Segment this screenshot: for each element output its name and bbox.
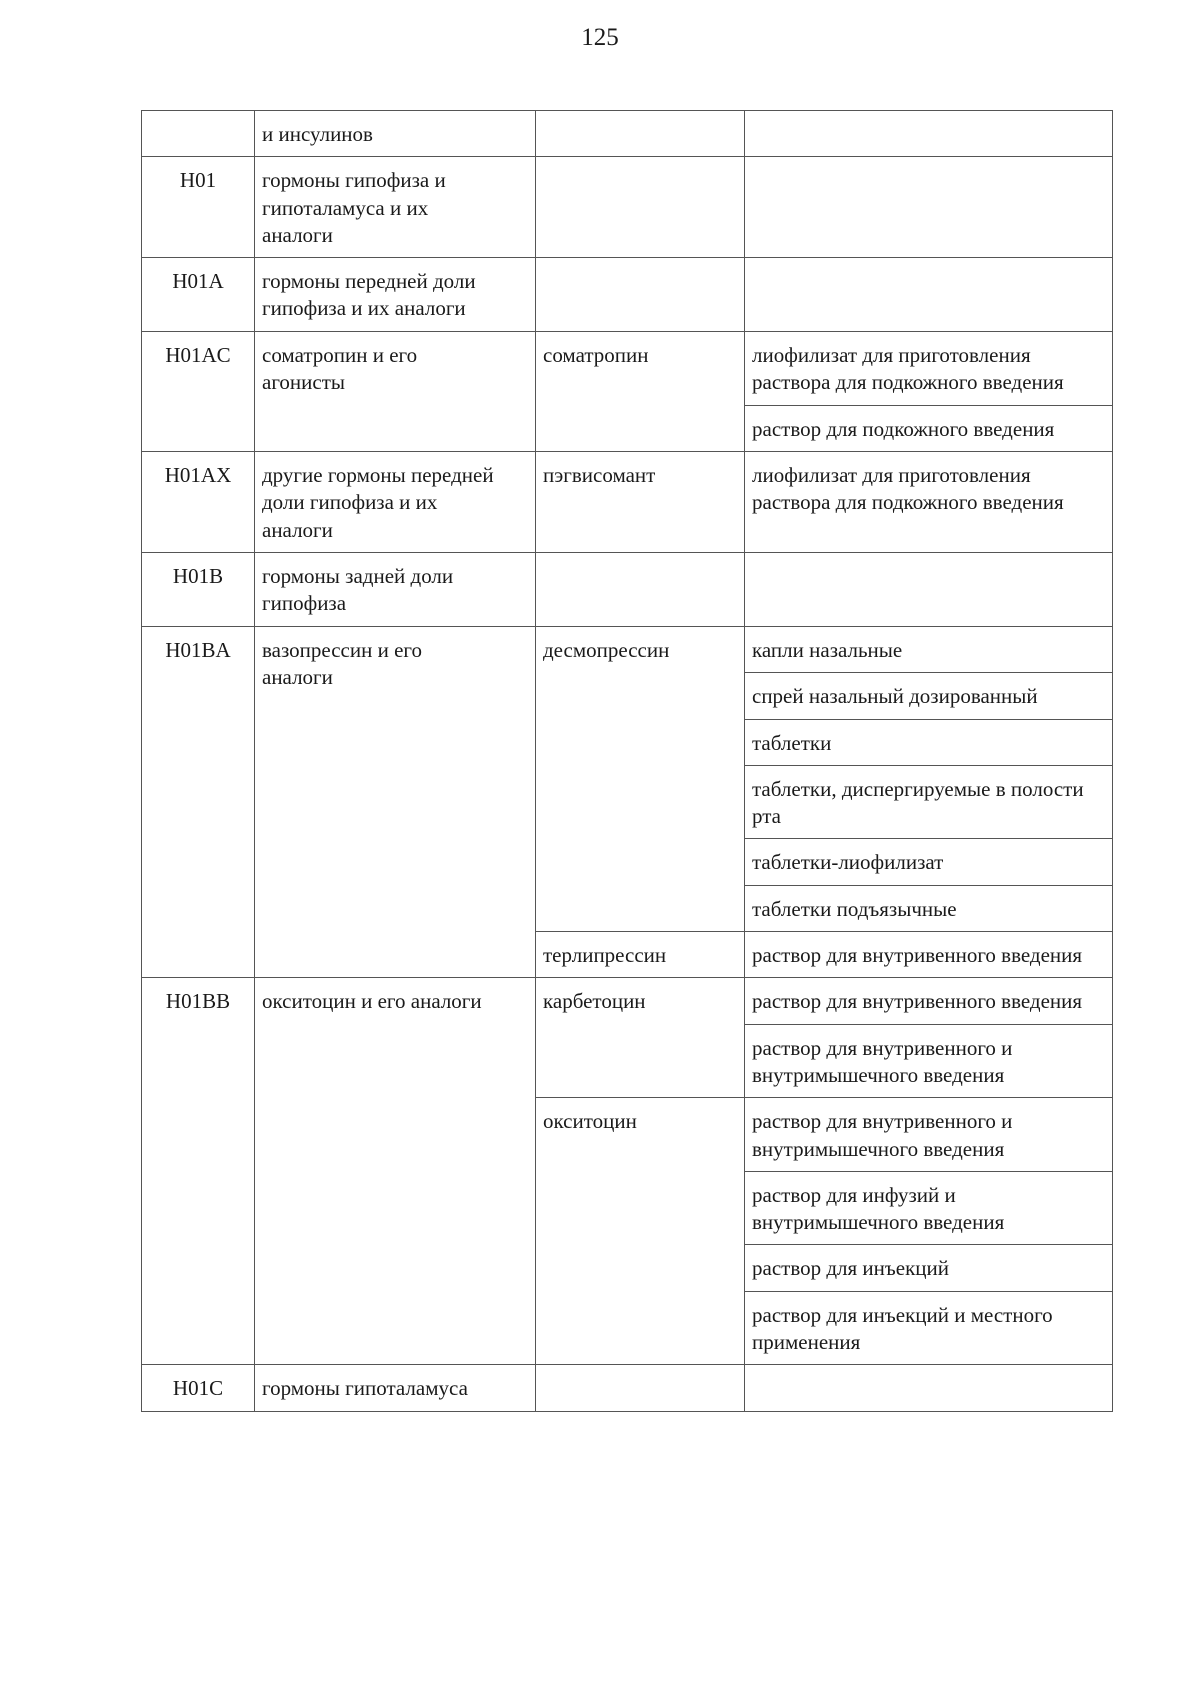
substance-name: пэгвисомант	[536, 452, 745, 553]
table-row	[142, 552, 1113, 626]
table-row	[142, 157, 1113, 258]
dosage-form: капли назальные	[745, 626, 1113, 672]
dosage-form: раствор для внутривенного введения	[745, 932, 1113, 978]
dosage-form: раствор для внутривенного и внутримышечного введения	[745, 1098, 1113, 1172]
dosage-form: раствор для внутривенного введения	[745, 978, 1113, 1024]
substance-name: окситоцин	[536, 1098, 745, 1365]
table-row	[142, 111, 1113, 157]
page-number: 125	[581, 24, 619, 51]
table-row	[142, 978, 1113, 1024]
table-row	[142, 452, 1113, 553]
substance-name	[536, 552, 745, 626]
group-name: и инсулинов	[255, 111, 536, 157]
table-row	[142, 1365, 1113, 1411]
group-name: гормоны передней доли гипофиза и их аналоги	[255, 258, 536, 332]
drug-table	[141, 110, 1113, 1412]
table-row	[142, 258, 1113, 332]
dosage-form	[745, 258, 1113, 332]
dosage-form: таблетки-лиофилизат	[745, 839, 1113, 885]
group-name: гормоны гипофиза и гипоталамуса и их аналоги	[255, 157, 536, 258]
substance-name: соматропин	[536, 332, 745, 452]
atc-code: H01C	[142, 1365, 255, 1411]
atc-code: H01AC	[142, 332, 255, 452]
dosage-form: таблетки подъязычные	[745, 885, 1113, 931]
dosage-form	[745, 111, 1113, 157]
atc-code	[142, 111, 255, 157]
substance-name	[536, 157, 745, 258]
group-name: гормоны гипоталамуса	[255, 1365, 536, 1411]
dosage-form	[745, 157, 1113, 258]
dosage-form: таблетки, диспергируемые в полости рта	[745, 765, 1113, 839]
atc-code: H01B	[142, 552, 255, 626]
substance-name: десмопрессин	[536, 626, 745, 931]
group-name: другие гормоны передней доли гипофиза и их аналоги	[255, 452, 536, 553]
atc-code: H01BA	[142, 626, 255, 977]
group-name: соматропин и его агонисты	[255, 332, 536, 452]
dosage-form: раствор для подкожного введения	[745, 405, 1113, 451]
dosage-form: лиофилизат для приготовления раствора для подкожного введения	[745, 332, 1113, 406]
atc-code: H01BB	[142, 978, 255, 1365]
substance-name	[536, 111, 745, 157]
dosage-form	[745, 1365, 1113, 1411]
atc-code: H01	[142, 157, 255, 258]
substance-name	[536, 1365, 745, 1411]
dosage-form: раствор для инъекций и местного применения	[745, 1291, 1113, 1365]
substance-name	[536, 258, 745, 332]
dosage-form: таблетки	[745, 719, 1113, 765]
substance-name: карбетоцин	[536, 978, 745, 1098]
dosage-form: раствор для инфузий и внутримышечного введения	[745, 1171, 1113, 1245]
atc-code: H01A	[142, 258, 255, 332]
dosage-form: спрей назальный дозированный	[745, 673, 1113, 719]
dosage-form	[745, 552, 1113, 626]
dosage-form: лиофилизат для приготовления раствора для подкожного введения	[745, 452, 1113, 553]
dosage-form: раствор для инъекций	[745, 1245, 1113, 1291]
group-name: гормоны задней доли гипофиза	[255, 552, 536, 626]
substance-name: терлипрессин	[536, 932, 745, 978]
table-row	[142, 626, 1113, 672]
atc-code: H01AX	[142, 452, 255, 553]
table-row	[142, 332, 1113, 406]
group-name: вазопрессин и его аналоги	[255, 626, 536, 977]
dosage-form: раствор для внутривенного и внутримышечного введения	[745, 1024, 1113, 1098]
group-name: окситоцин и его аналоги	[255, 978, 536, 1365]
